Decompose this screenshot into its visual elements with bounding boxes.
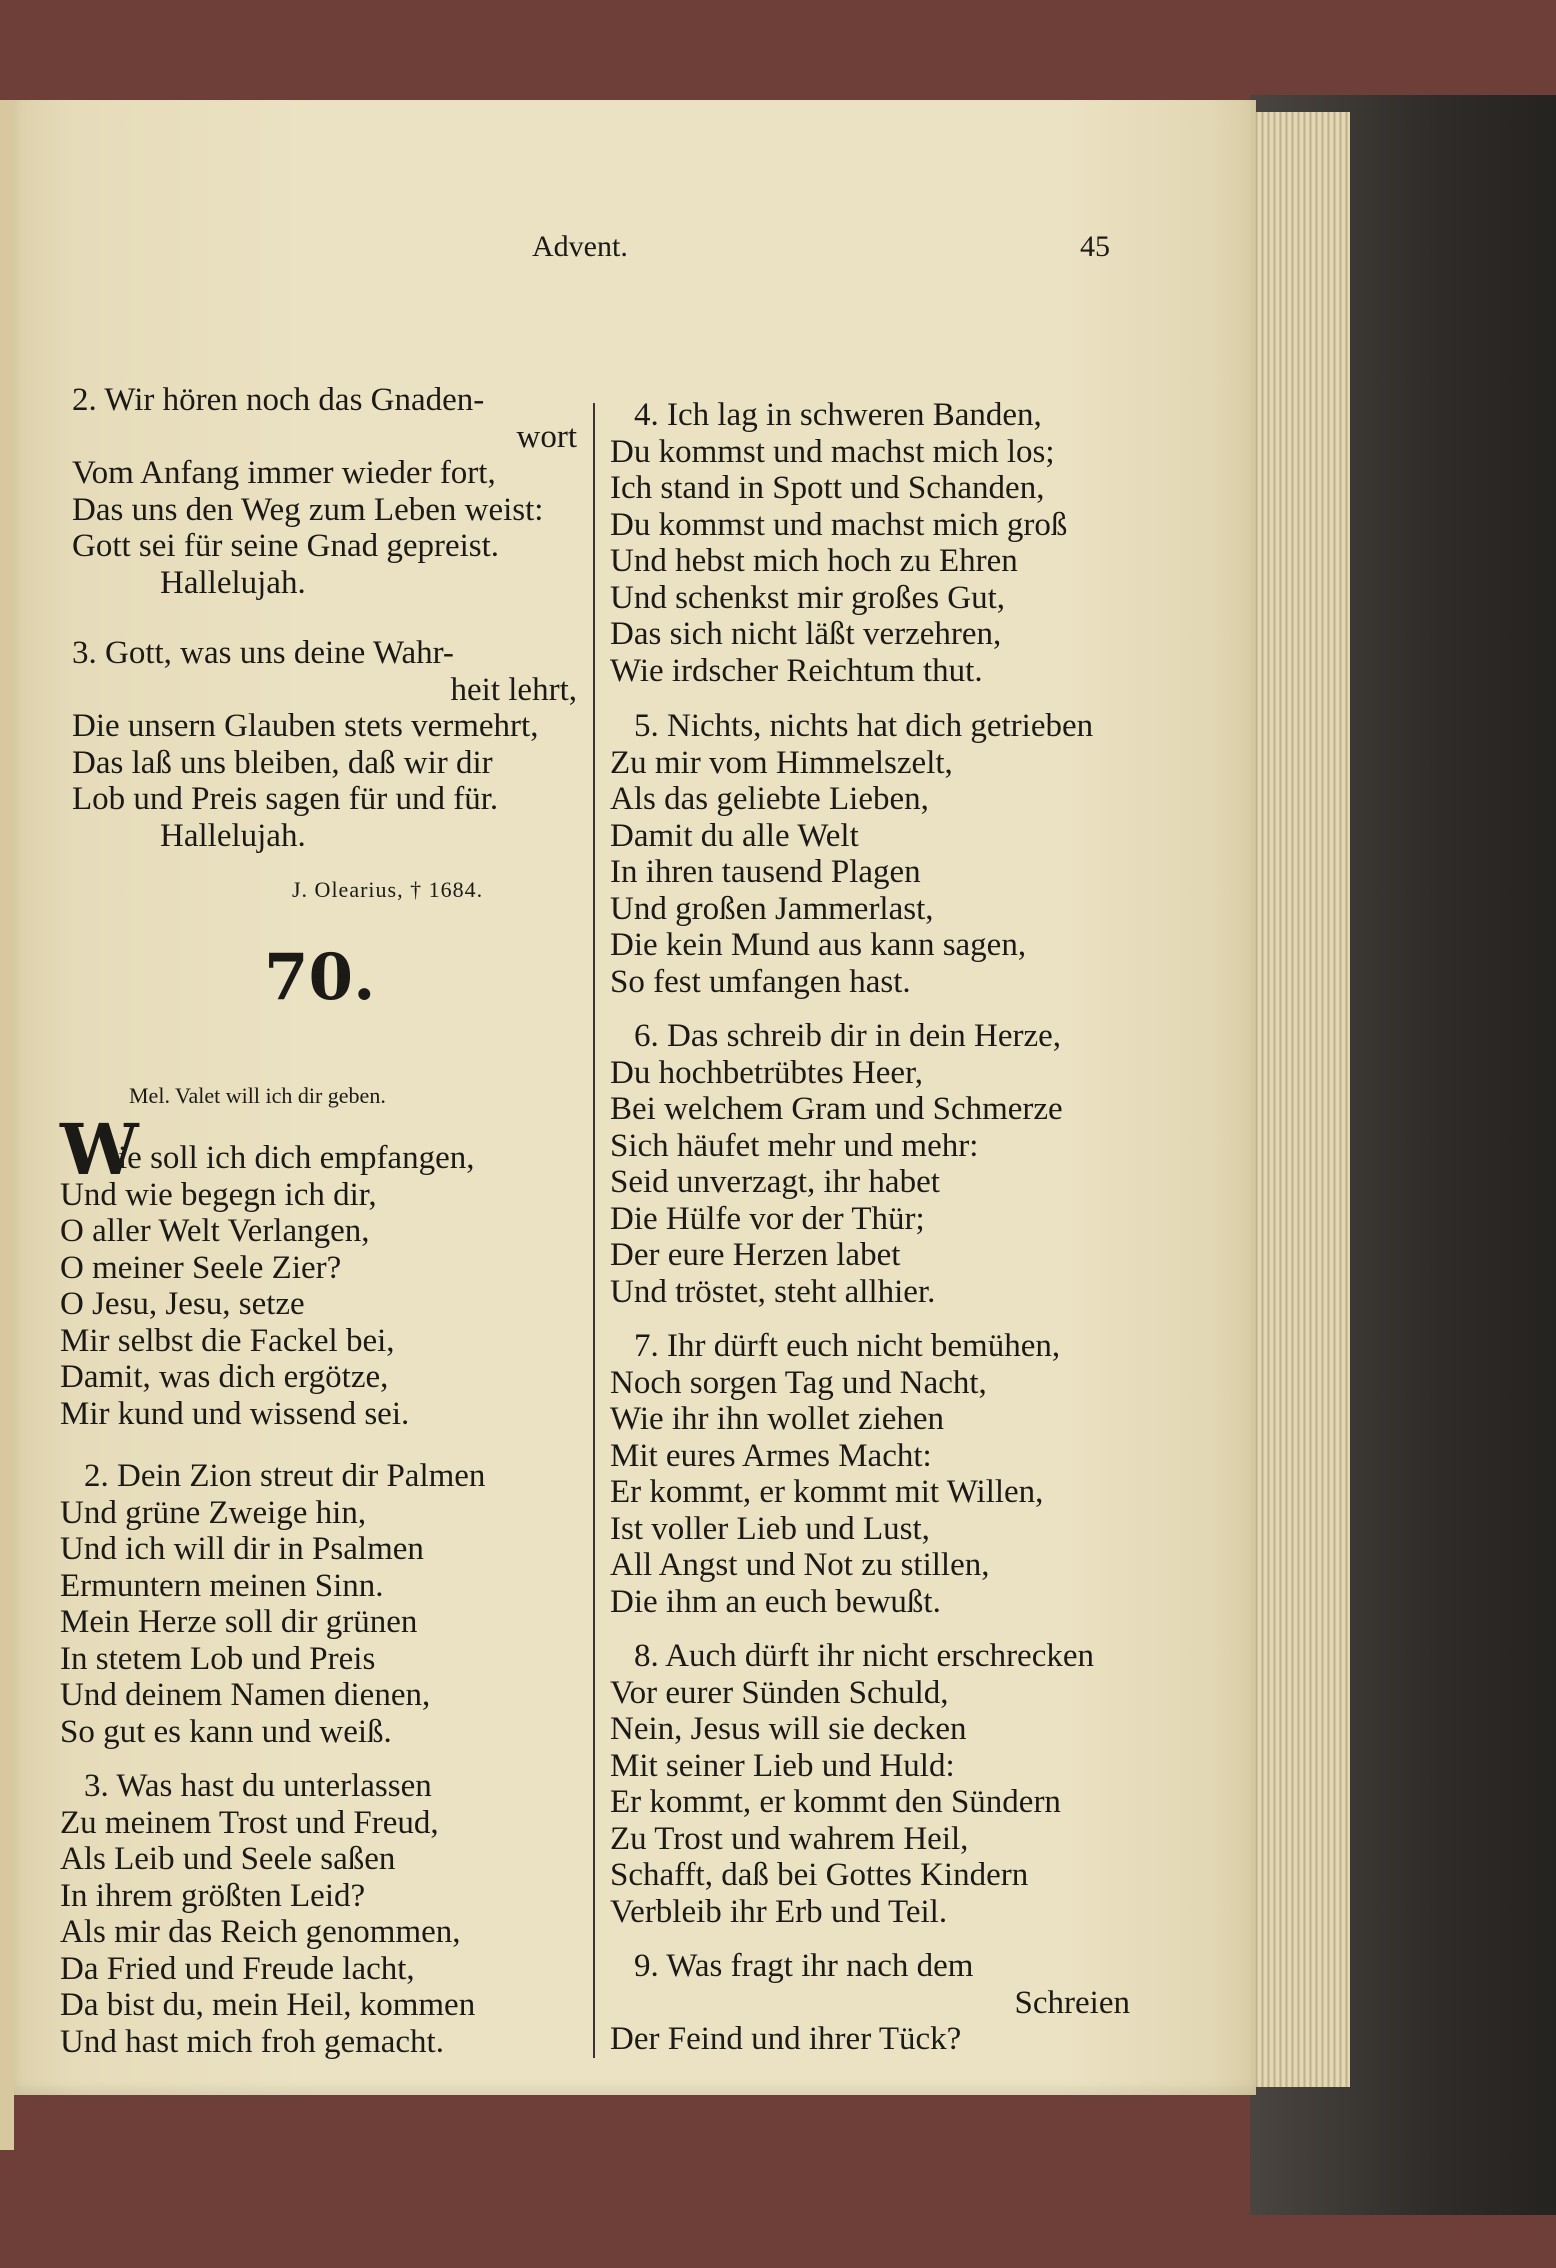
text-line: Du kommst und machst mich los;: [610, 433, 1055, 470]
text-line: Nein, Jesus will sie decken: [610, 1711, 967, 1747]
right-verse-9: [610, 1948, 1130, 2058]
text-line: Zu mir vom Himmelszelt,: [610, 744, 953, 781]
text-line: Mir selbst die Fackel bei,: [60, 1322, 395, 1359]
text-line: In ihrem größten Leid?: [60, 1877, 366, 1914]
page-number: 45: [1080, 230, 1110, 263]
text-line: Die ihm an euch bewußt.: [610, 1583, 941, 1620]
text-line: Wie irdscher Reichtum thut.: [610, 652, 983, 689]
text-line: Der eure Herzen labet: [610, 1237, 901, 1273]
text-line: In ihren tausend Plagen: [610, 854, 921, 890]
text-line: 4. Ich lag in schweren Banden,: [634, 397, 1042, 433]
left-verse-2: [72, 382, 577, 601]
text-line: Ich stand in Spott und Schanden,: [610, 470, 1045, 506]
attribution: J. Olearius, † 1684.: [292, 877, 484, 902]
previous-page-edge: [0, 100, 14, 2150]
text-line: Und tröstet, steht allhier.: [610, 1273, 936, 1310]
right-verse-5: [610, 708, 1130, 1000]
text-line: Vor eurer Sünden Schuld,: [610, 1674, 949, 1711]
drop-cap: W: [60, 1108, 139, 1191]
text-line: 8. Auch dürft ihr nicht erschrecken: [634, 1638, 1095, 1674]
text-line: Mein Herze soll dir grünen: [60, 1604, 418, 1640]
text-line: All Angst und Not zu stillen,: [610, 1547, 990, 1583]
text-line: So fest umfangen hast.: [610, 963, 911, 1000]
text-line: Bei welchem Gram und Schmerze: [610, 1091, 1063, 1127]
text-line: Seid unverzagt, ihr habet: [610, 1164, 940, 1200]
text-line: Mit seiner Lieb und Huld:: [610, 1747, 955, 1784]
text-line: In stetem Lob und Preis: [60, 1640, 376, 1677]
text-line: Und schenkst mir großes Gut,: [610, 579, 1006, 616]
text-line: Mir kund und wissend sei.: [60, 1395, 410, 1432]
text-line: Als Leib und Seele saßen: [60, 1841, 396, 1877]
text-line: Hallelujah.: [160, 564, 306, 601]
text-line: Da Fried und Freude lacht,: [60, 1950, 415, 1987]
right-verse-7: [610, 1328, 1130, 1620]
text-line: So gut es kann und weiß.: [60, 1713, 392, 1750]
text-line: Du kommst und machst mich groß: [610, 506, 1068, 543]
text-line: 3. Gott, was uns deine Wahr-: [72, 635, 454, 671]
hymn-verse-2: [60, 1458, 580, 1750]
left-verse-3: [72, 635, 577, 854]
book-page: [14, 100, 1256, 2095]
text-line: Schafft, daß bei Gottes Kindern: [610, 1857, 1029, 1893]
text-line: Das sich nicht läßt verzehren,: [610, 616, 1002, 652]
text-line: Vom Anfang immer wieder fort,: [72, 455, 496, 491]
text-line: Als mir das Reich genommen,: [60, 1914, 461, 1950]
text-line: Zu meinem Trost und Freud,: [60, 1804, 439, 1841]
text-line: Und deinem Namen dienen,: [60, 1677, 431, 1713]
text-line: 9. Was fragt ihr nach dem: [634, 1948, 974, 1984]
text-line: Er kommt, er kommt mit Willen,: [610, 1474, 1044, 1510]
text-line: Und großen Jammerlast,: [610, 890, 934, 927]
text-line: Die kein Mund aus kann sagen,: [610, 927, 1027, 963]
right-verse-6: [610, 1018, 1130, 1310]
right-verse-4: [610, 397, 1130, 689]
text-line: 3. Was hast du unterlassen: [84, 1768, 432, 1804]
text-line: 6. Das schreib dir in dein Herze,: [634, 1018, 1062, 1054]
text-line: Lob und Preis sagen für und für.: [72, 781, 499, 817]
text-line: Als das geliebte Lieben,: [610, 781, 929, 817]
text-line: ie soll ich dich empfangen,: [118, 1140, 475, 1176]
text-line: Und ich will dir in Psalmen: [60, 1531, 424, 1567]
text-line: Ist voller Lieb und Lust,: [610, 1510, 930, 1547]
text-line: Das laß uns bleiben, daß wir dir: [72, 744, 493, 781]
text-line: Die Hülfe vor der Thür;: [610, 1200, 925, 1237]
running-header: Advent.: [532, 230, 628, 263]
text-line: Ermuntern meinen Sinn.: [60, 1567, 384, 1604]
text-line: Damit, was dich ergötze,: [60, 1359, 389, 1395]
text-line: 2. Dein Zion streut dir Palmen: [84, 1458, 486, 1494]
text-line: Wie ihr ihn wollet ziehen: [610, 1401, 945, 1437]
text-line: 2. Wir hören noch das Gnaden-: [72, 382, 485, 418]
melody-line: Mel. Valet will ich dir geben.: [129, 1083, 386, 1108]
text-line: 7. Ihr dürft euch nicht bemühen,: [634, 1328, 1061, 1364]
text-line: Die unsern Glauben stets vermehrt,: [72, 708, 539, 744]
text-line: Er kommt, er kommt den Sündern: [610, 1784, 1061, 1820]
page-edges: [1240, 112, 1350, 2087]
text-line: Da bist du, mein Heil, kommen: [60, 1987, 476, 2023]
text-line: Der Feind und ihrer Tück?: [610, 2021, 962, 2057]
text-line: Das uns den Weg zum Leben weist:: [72, 491, 544, 528]
text-line: Damit du alle Welt: [610, 817, 859, 854]
text-line: Noch sorgen Tag und Nacht,: [610, 1364, 987, 1401]
text-line: Hallelujah.: [160, 817, 306, 854]
text-line: Zu Trost und wahrem Heil,: [610, 1820, 969, 1857]
right-verse-8: [610, 1638, 1130, 1930]
text-line: Und hebst mich hoch zu Ehren: [610, 543, 1018, 579]
text-line: Verbleib ihr Erb und Teil.: [610, 1893, 948, 1930]
hymn-verse-1: [60, 1140, 580, 1432]
text-line: heit lehrt,: [450, 671, 577, 708]
hymn-number: 70.: [264, 940, 376, 1015]
hymn-verse-3: [60, 1768, 580, 2060]
column-divider: [593, 403, 595, 2058]
text-line: Schreien: [1014, 1984, 1130, 2021]
text-line: Du hochbetrübtes Heer,: [610, 1054, 923, 1091]
text-line: Und wie begegn ich dir,: [60, 1176, 377, 1213]
text-line: Und hast mich froh gemacht.: [60, 2023, 444, 2060]
text-line: Und grüne Zweige hin,: [60, 1494, 367, 1531]
text-line: O Jesu, Jesu, setze: [60, 1286, 305, 1322]
text-line: Mit eures Armes Macht:: [610, 1437, 932, 1474]
text-line: Gott sei für seine Gnad gepreist.: [72, 528, 500, 564]
text-line: O aller Welt Verlangen,: [60, 1213, 370, 1249]
text-line: O meiner Seele Zier?: [60, 1249, 342, 1286]
text-line: wort: [516, 418, 577, 455]
text-line: 5. Nichts, nichts hat dich getrieben: [634, 708, 1094, 744]
text-line: Sich häufet mehr und mehr:: [610, 1127, 979, 1164]
